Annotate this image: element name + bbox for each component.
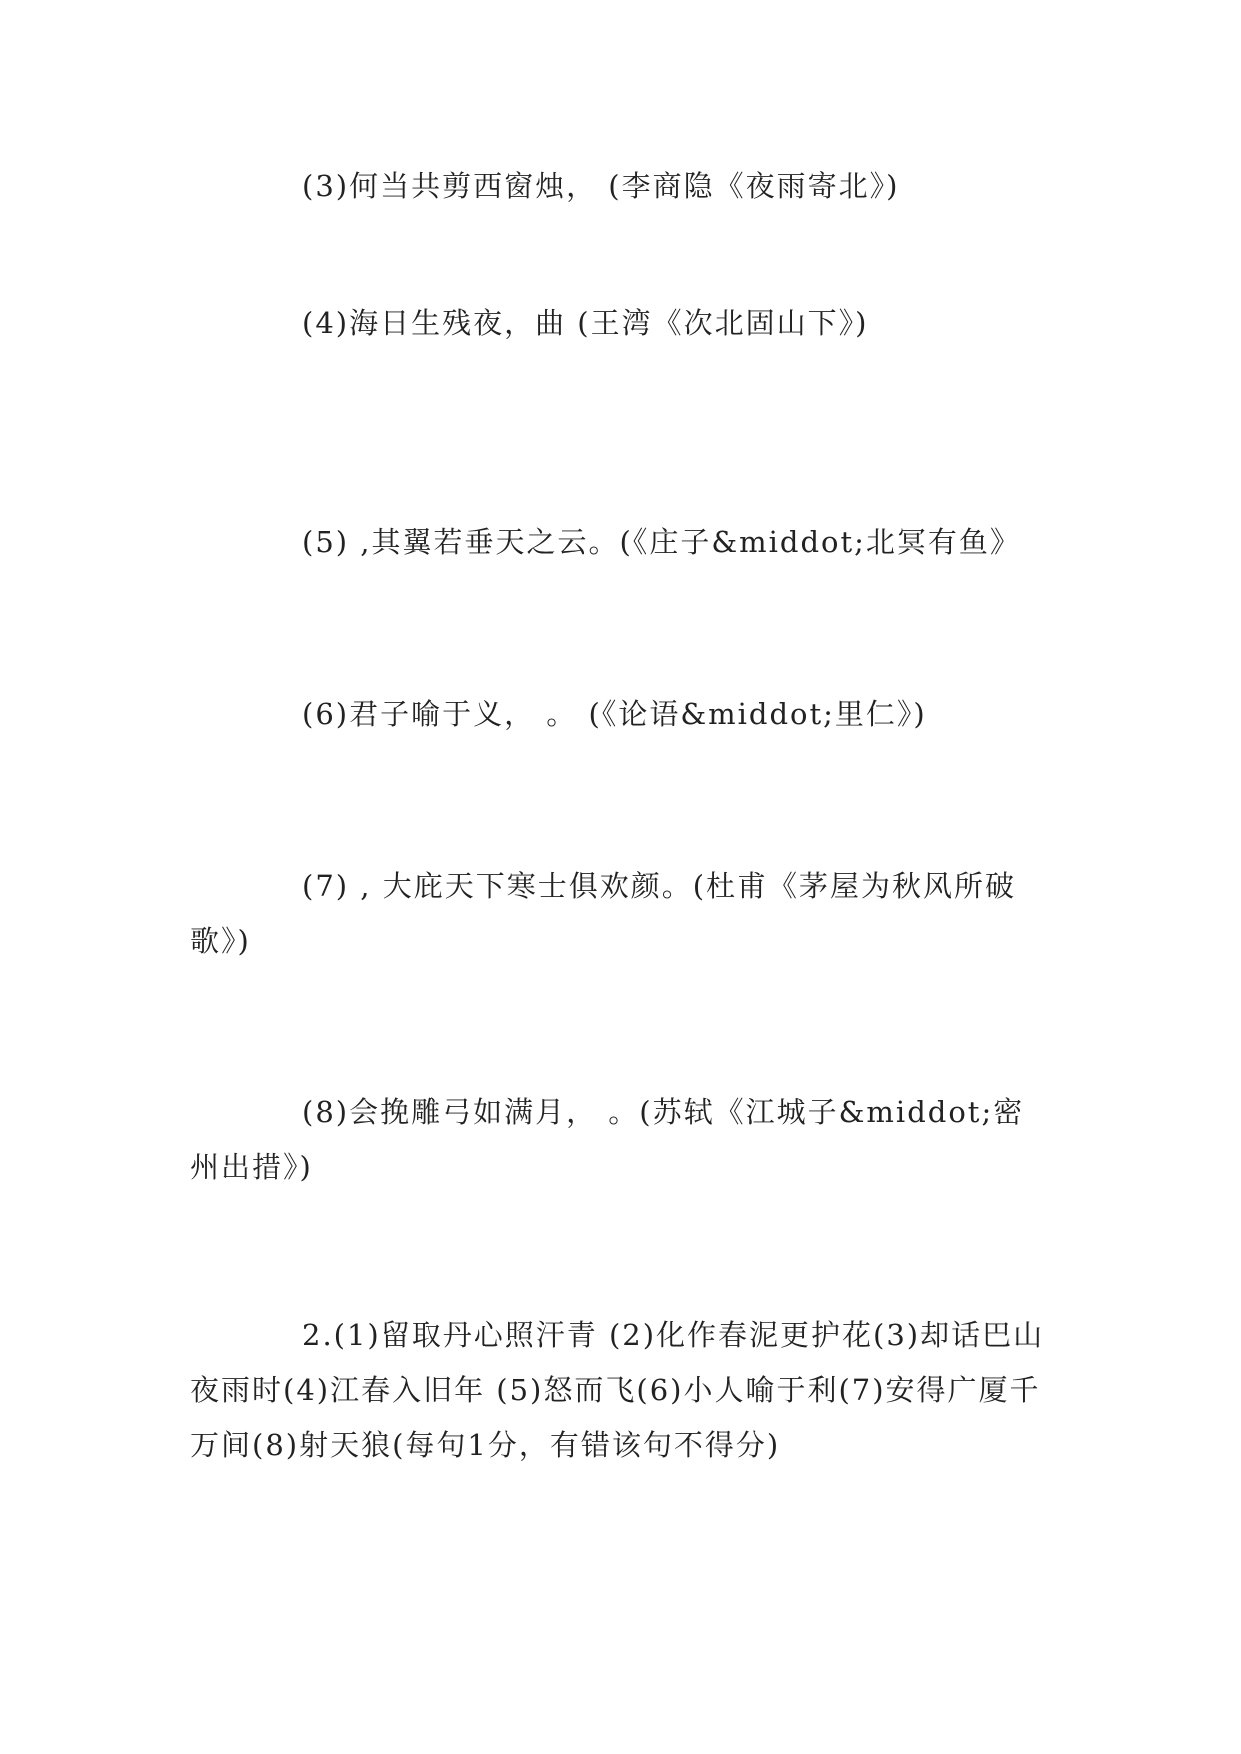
question-3-text: (3)何当共剪西窗烛， (李商隐《夜雨寄北》) xyxy=(302,169,900,203)
question-7-text: (7) , 大庇天下寒士俱欢颜。(杜甫《茅屋为秋风所破歌》) xyxy=(190,869,1017,958)
question-5-text: (5) ,其翼若垂天之云。(《庄子&middot;北冥有鱼》 xyxy=(302,525,1021,559)
answer-key-text: 2.(1)留取丹心照汗青 (2)化作春泥更护花(3)却话巴山夜雨时(4)江春入旧年 (5)怒而飞(6)小人喻于利(7)安得广厦千万间(8)射天狼(每句1分，有错该句不得分) xyxy=(190,1318,1045,1462)
question-8-text: (8)会挽雕弓如满月， 。(苏轼《江城子&middot;密州出措》) xyxy=(190,1095,1025,1184)
question-6-text: (6)君子喻于义， 。 (《论语&middot;里仁》) xyxy=(302,697,927,731)
question-4-text: (4)海日生残夜，曲 (王湾《次北固山下》) xyxy=(302,306,869,340)
